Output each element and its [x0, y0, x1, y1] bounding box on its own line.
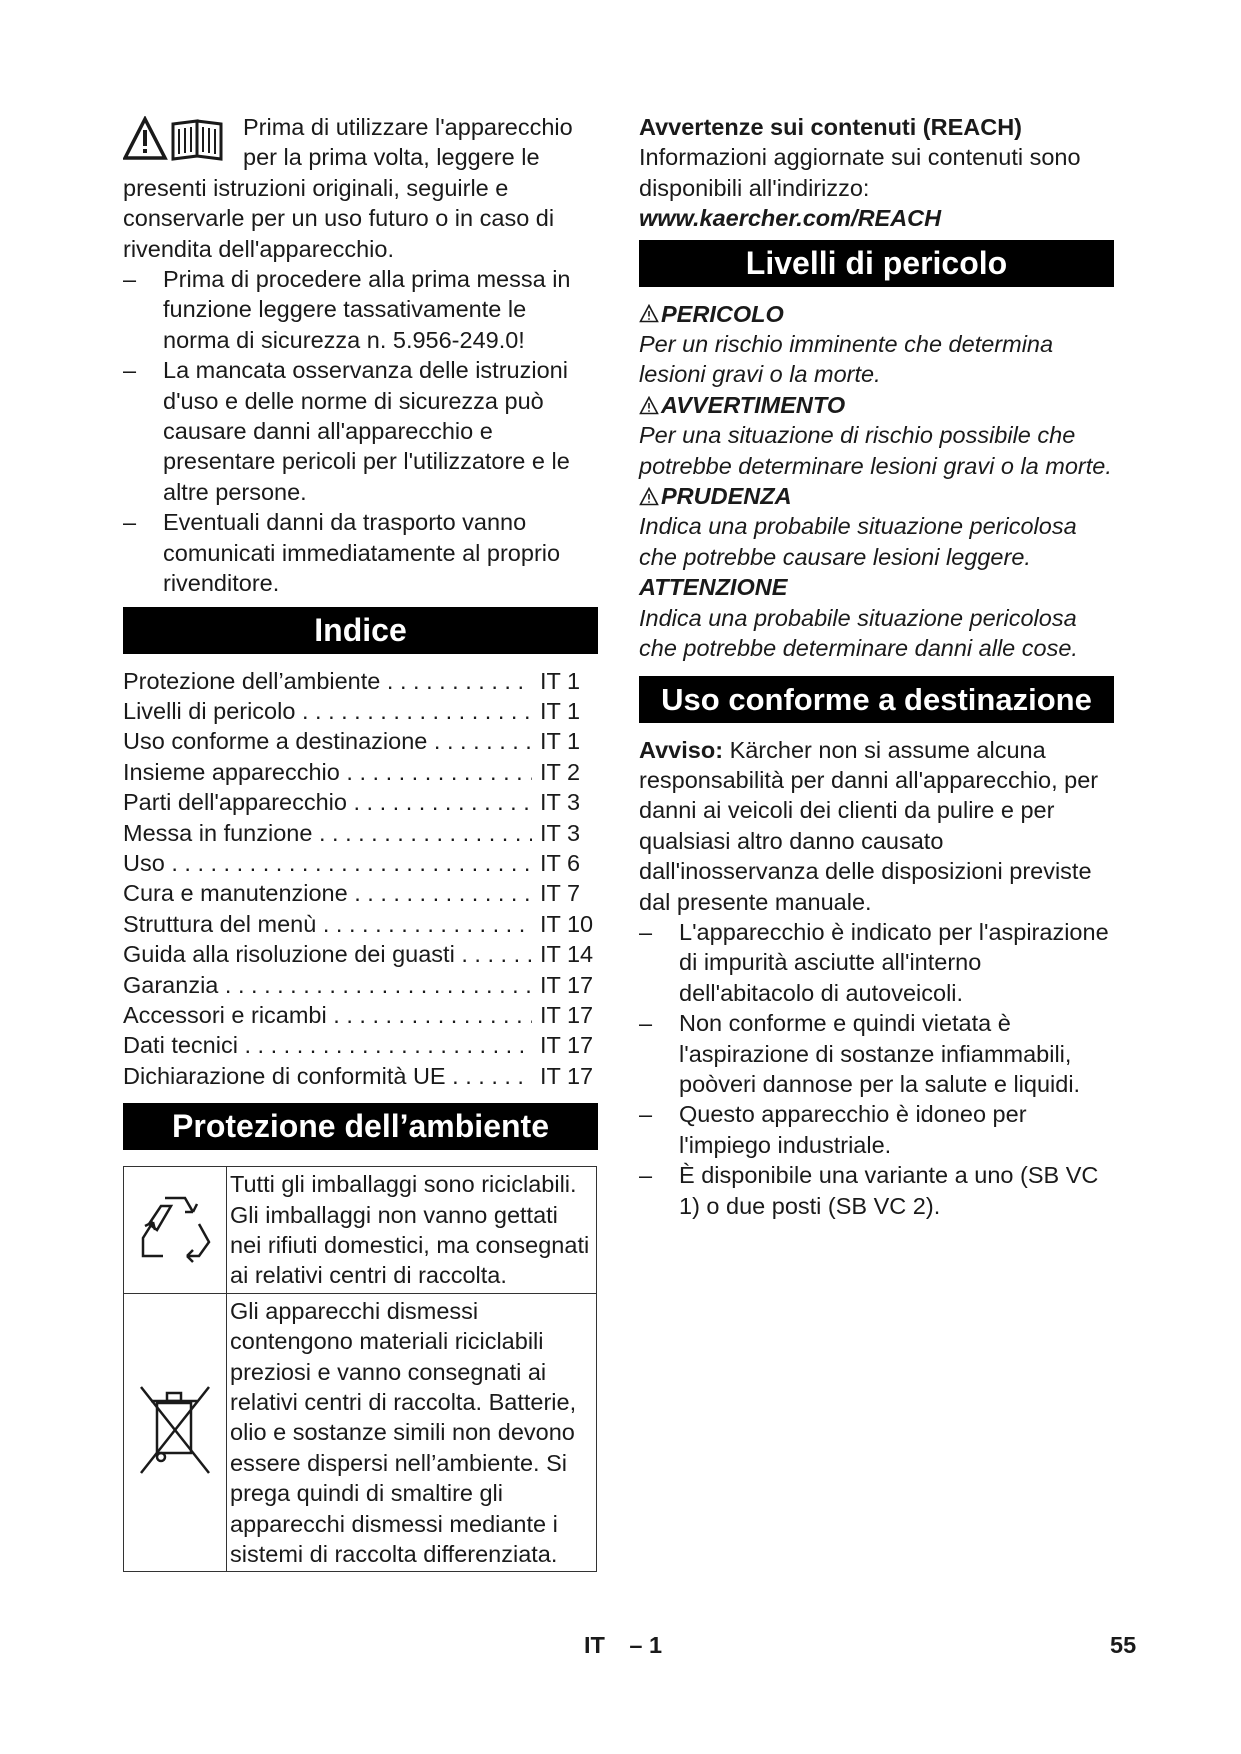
toc-item[interactable] — [123, 909, 598, 939]
toc-item-title: Parti dell'apparecchio . . . — [123, 787, 532, 817]
environment-table — [123, 1166, 597, 1572]
toc-item-page: IT 17 — [540, 971, 594, 998]
recycling-icon — [135, 1186, 215, 1266]
intro-bullet: – Eventuali danni da trasporto vanno comunicati immediatamente al proprio rivenditore. — [123, 507, 598, 598]
toc-item-page: IT 1 — [540, 728, 581, 755]
toc-item[interactable] — [123, 1000, 598, 1030]
toc-item[interactable] — [123, 757, 598, 787]
warning-read-manual-icon — [123, 116, 233, 162]
danger-level-label — [639, 481, 1114, 511]
toc-item[interactable] — [123, 787, 598, 817]
toc-item[interactable] — [123, 1030, 598, 1060]
toc-item-title: Guida alla risoluzione dei guasti . . . — [123, 939, 532, 969]
reach-heading: Avvertenze sui contenuti (REACH) — [639, 114, 1023, 140]
toc-item-title: Uso . . . — [123, 848, 532, 878]
footer-section — [584, 1632, 662, 1659]
danger-level-title: ATTENZIONE — [639, 574, 788, 601]
intro-bullet: – Prima di procedere alla prima messa in funzione leggere tassativamente le norma di sicurezza n. 5.956-249.0! — [123, 264, 598, 355]
warning-triangle-icon — [639, 396, 659, 415]
intro-bullet: – La mancata osservanza delle istruzioni d'uso e delle norme di sicurezza può causare danni all'apparecchio e presentare pericoli per l'utilizzatore e le altre persone. — [123, 355, 598, 507]
toc-item-title: Livelli di pericolo . . . — [123, 696, 532, 726]
toc-item[interactable] — [123, 939, 598, 969]
notice-text: Kärcher non si assume alcuna responsabilità per danni all'apparecchio, per danni ai veicoli dei clienti da pulire e per qualsiasi altro danno causato dall'inosservanza delle disposizioni previste dal presente manuale. — [639, 736, 1099, 915]
footer-section-label: IT — [584, 1632, 605, 1658]
toc-item-page: IT 1 — [540, 697, 581, 724]
toc-item-page: IT 17 — [540, 1032, 594, 1059]
toc-item-title: Accessori e ricambi . . . — [123, 1000, 532, 1030]
toc-item-page: IT 3 — [540, 819, 581, 846]
danger-level-description: Per una situazione di rischio possibile che potrebbe determinare lesioni gravi o la morte. — [639, 422, 1112, 479]
toc-item-title: Garanzia . . . — [123, 970, 532, 1000]
toc-item-title: Messa in funzione . . . — [123, 818, 532, 848]
toc-item-page: IT 17 — [540, 1062, 594, 1089]
left-column — [123, 112, 598, 1572]
toc-item-page: IT 6 — [540, 849, 581, 876]
toc-item[interactable] — [123, 1061, 598, 1091]
environment-row-text: Gli apparecchi dismessi contengono materiali riciclabili preziosi e vanno consegnati ai relativi centri di raccolta. Batterie, olio e sostanze simili non devono essere dispersi nell’ambiente. Si prega quindi di smaltire gli apparecchi dismessi mediante i sistemi di raccolta differenziata. — [227, 1293, 597, 1572]
danger-level-label — [639, 572, 1114, 602]
danger-levels-list — [639, 299, 1114, 664]
danger-level-label — [639, 299, 1114, 329]
crossed-bin-icon — [135, 1379, 215, 1479]
right-column — [639, 112, 1114, 1221]
danger-level-description: Indica una probabile situazione pericolosa che potrebbe determinare danni alle cose. — [639, 604, 1078, 662]
environment-row-text: Tutti gli imballaggi sono riciclabili. Gli imballaggi non vanno gettati nei rifiuti domestici, ma consegnati ai relativi centri di raccolta. — [227, 1167, 597, 1294]
toc-item-page: IT 2 — [540, 758, 581, 785]
intended-use-heading: Uso conforme a destinazione — [639, 676, 1114, 723]
environment-row — [124, 1167, 597, 1294]
toc-item[interactable] — [123, 970, 598, 1000]
toc-item-page: IT 7 — [540, 880, 581, 907]
toc-item-title: Struttura del menù . . . — [123, 909, 532, 939]
intended-use-bullet: – L'apparecchio è indicato per l'aspirazione di impurità asciutte all'interno dell'abitacolo di autoveicoli. — [639, 917, 1114, 1008]
toc-item-title: Dichiarazione di conformità UE . . . — [123, 1061, 532, 1091]
danger-level-description: Indica una probabile situazione pericolosa che potrebbe causare lesioni leggere. — [639, 513, 1077, 570]
toc-item[interactable] — [123, 848, 598, 878]
toc-item-page: IT 3 — [540, 789, 581, 816]
environment-row — [124, 1293, 597, 1572]
danger-level-title: AVVERTIMENTO — [661, 391, 846, 418]
toc-item[interactable] — [123, 878, 598, 908]
intended-use-notice — [639, 735, 1114, 917]
danger-level-title: PERICOLO — [661, 300, 784, 327]
toc-item-page: IT 10 — [540, 910, 594, 937]
intended-use-bullet: – Questo apparecchio è idoneo per l'impiego industriale. — [639, 1099, 1114, 1160]
index-heading: Indice — [123, 607, 598, 654]
toc-item[interactable] — [123, 696, 598, 726]
toc-item-title: Cura e manutenzione . . . — [123, 878, 532, 908]
danger-level-title: PRUDENZA — [661, 483, 792, 510]
reach-text: Informazioni aggiornate sui contenuti sono disponibili all'indirizzo: — [639, 144, 1081, 201]
intended-use-bullet: – È disponibile una variante a uno (SB VC 1) o due posti (SB VC 2). — [639, 1160, 1114, 1221]
toc-item-title: Insieme apparecchio . . . — [123, 757, 532, 787]
reach-link[interactable]: www.kaercher.com/REACH — [639, 205, 942, 232]
toc-item[interactable] — [123, 666, 598, 696]
environment-heading: Protezione dell’ambiente — [123, 1103, 598, 1150]
danger-level-label — [639, 390, 1114, 420]
toc-item-page: IT 1 — [540, 667, 581, 694]
footer-page-ref: – 1 — [629, 1632, 663, 1658]
table-of-contents — [123, 666, 598, 1092]
intended-use-bullet: – Non conforme e quindi vietata è l'aspirazione di sostanze infiammabili, poòveri dannose per la salute e liquidi. — [639, 1008, 1114, 1099]
toc-item-title: Uso conforme a destinazione . . . — [123, 726, 532, 756]
toc-item-title: Protezione dell’ambiente . . . — [123, 666, 532, 696]
toc-item-page: IT 17 — [540, 1001, 594, 1028]
toc-item[interactable] — [123, 726, 598, 756]
footer-page-number: 55 — [1110, 1632, 1137, 1658]
notice-label: Avviso: — [639, 736, 724, 763]
danger-levels-heading: Livelli di pericolo — [639, 240, 1114, 287]
warning-triangle-icon — [639, 487, 659, 506]
intro-text: Prima di utilizzare l'apparecchio per la prima volta, leggere le presenti istruzioni originali, seguirle e conservarle per un uso futuro o in caso di rivendita dell'apparecchio. — [123, 114, 573, 262]
warning-triangle-icon — [639, 304, 659, 323]
danger-level-description: Per un rischio imminente che determina lesioni gravi o la morte. — [639, 331, 1054, 388]
toc-item[interactable] — [123, 818, 598, 848]
toc-item-title: Dati tecnici . . . — [123, 1030, 532, 1060]
toc-item-page: IT 14 — [540, 941, 594, 968]
